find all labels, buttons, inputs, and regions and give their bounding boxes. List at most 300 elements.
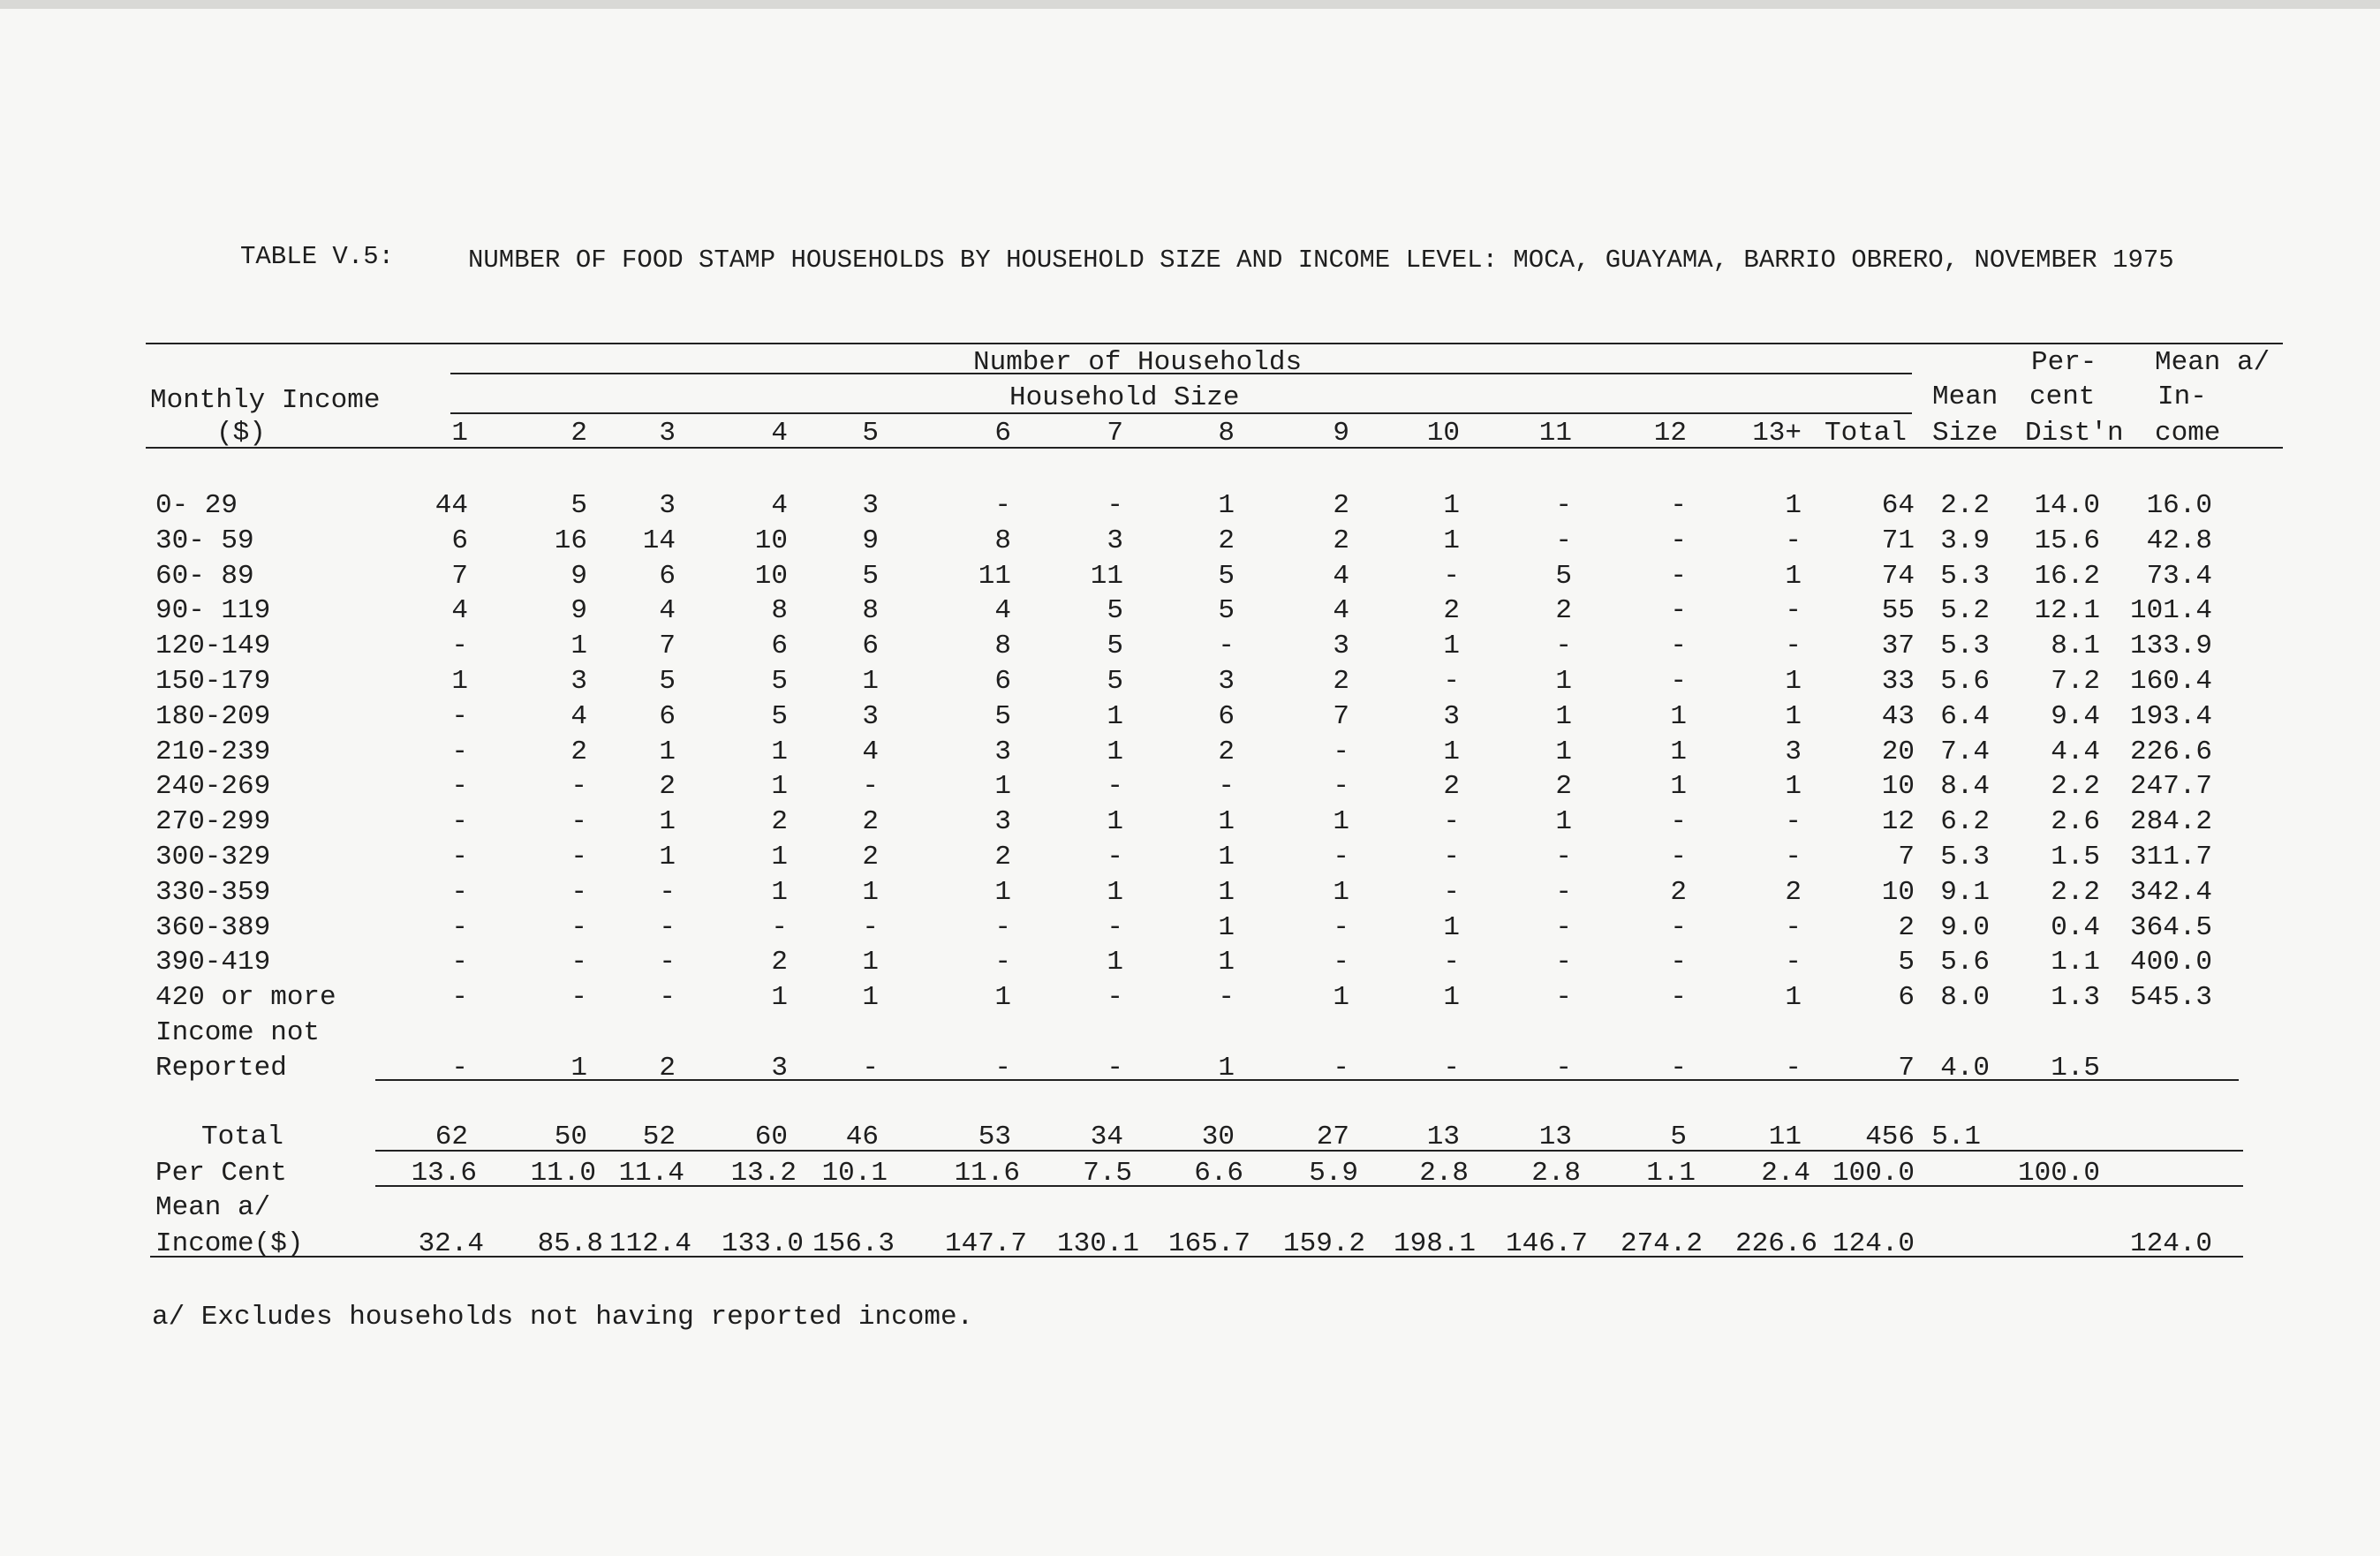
table-cell: 1 [862,877,879,908]
table-cell: 2 [1333,525,1349,556]
table-cell: 1 [1443,490,1460,521]
percent-cell: 1.1 [1646,1158,1696,1189]
table-cell: - [1670,842,1687,872]
row-label: Income not [155,1017,321,1048]
mean-income-cell: 226.6 [1734,1228,1817,1259]
row-mean-income-cell: 311.7 [2129,842,2212,872]
table-cell: - [1443,877,1460,908]
table-cell: 4 [659,595,676,626]
table-cell: 5 [1107,631,1123,661]
row-mean-size-cell: 6.2 [1940,806,1990,837]
table-cell: 5 [771,701,788,732]
percent-cell: 11.6 [954,1158,1020,1189]
table-cell: 1 [1107,736,1123,767]
row-mean-size-cell: 5.6 [1940,947,1990,978]
total-cell: 62 [434,1122,468,1152]
table-cell: - [570,806,587,837]
row-mean-income-cell: 342.4 [2129,877,2212,908]
row-percent-cell: 4.4 [2051,736,2100,767]
table-cell: - [1443,561,1460,592]
table-cell: 3 [570,666,587,697]
table-cell: - [1785,595,1802,626]
header-mean-1: Mean [1932,381,1998,412]
row-total-cell: 7 [1898,842,1915,872]
row-mean-size-cell: 5.2 [1940,595,1990,626]
table-cell: 6 [451,525,468,556]
row-percent-cell: 15.6 [2034,525,2100,556]
table-cell: - [994,1053,1011,1084]
table-cell: - [1670,631,1687,661]
table-cell: 10 [754,561,788,592]
table-cell: - [1107,842,1123,872]
table-cell: - [1670,982,1687,1013]
total-cell: 34 [1090,1122,1123,1152]
table-cell: - [1670,595,1687,626]
mean-income-cell: 146.7 [1505,1228,1588,1259]
table-cell: 1 [1785,701,1802,732]
table-cell: - [1107,771,1123,802]
percent-cell: 2.4 [1761,1158,1810,1189]
table-cell: - [1107,490,1123,521]
table-cell: 6 [862,631,879,661]
row-mean-income-cell: 42.8 [2146,525,2212,556]
table-cell: - [451,701,468,732]
table-cell: - [1785,947,1802,978]
table-cell: - [1555,982,1572,1013]
table-cell: 2 [1443,595,1460,626]
row-percent-cell: 0.4 [2051,912,2100,943]
table-cell: 1 [1218,1053,1235,1084]
table-cell: 4 [771,490,788,521]
row-total-cell: 43 [1881,701,1915,732]
table-cell: 3 [659,490,676,521]
row-mean-size-cell: 8.0 [1940,982,1990,1013]
row-total-cell: 74 [1881,561,1915,592]
table-cell: - [1785,1053,1802,1084]
table-cell: 1 [771,982,788,1013]
table-cell: 1 [659,806,676,837]
table-cell: - [1218,771,1235,802]
size-column-header: 2 [570,418,587,449]
table-cell: 5 [1107,666,1123,697]
table-cell: 6 [659,561,676,592]
table-cell: - [451,912,468,943]
header-percent-1: Per- [2031,347,2097,378]
total-cell: 30 [1201,1122,1235,1152]
table-cell: 1 [1785,982,1802,1013]
row-total-cell: 6 [1898,982,1915,1013]
table-cell: 3 [994,736,1011,767]
table-cell: - [1555,842,1572,872]
mean-income-row-label: Income($) [155,1228,304,1259]
table-cell: 1 [994,982,1011,1013]
table-cell: 1 [570,631,587,661]
table-cell: 1 [1107,947,1123,978]
row-mean-income-cell: 364.5 [2129,912,2212,943]
row-label: 150-179 [155,666,271,697]
table-cell: - [451,736,468,767]
footnote: a/ Excludes households not having reported income. [152,1302,974,1333]
grand-total-cell: 456 [1865,1122,1915,1152]
table-cell: 5 [994,701,1011,732]
total-mean-size-cell: 5.1 [1931,1122,1981,1152]
row-label: 420 or more [155,982,336,1013]
table-cell: 5 [1218,561,1235,592]
table-cell: - [994,490,1011,521]
percent-cell: 13.6 [411,1158,477,1189]
row-label: 360-389 [155,912,271,943]
table-cell: - [1785,842,1802,872]
row-mean-income-cell: 16.0 [2146,490,2212,521]
total-cell: 52 [642,1122,676,1152]
table-cell: 2 [1785,877,1802,908]
table-cell: - [451,806,468,837]
header-percent-2: cent [2029,381,2096,412]
table-cell: - [1670,806,1687,837]
mean-income-cell: 130.1 [1056,1228,1139,1259]
table-cell: 5 [1218,595,1235,626]
table-cell: 3 [1333,631,1349,661]
row-total-cell: 7 [1898,1053,1915,1084]
total-cell: 27 [1316,1122,1349,1152]
table-cell: 6 [659,701,676,732]
table-cell: 1 [1218,912,1235,943]
row-mean-size-cell: 5.3 [1940,631,1990,661]
total-cell: 60 [754,1122,788,1152]
table-number: TABLE V.5: [240,242,395,271]
table-cell: - [1555,490,1572,521]
table-cell: 9 [570,595,587,626]
row-total-cell: 10 [1881,771,1915,802]
table-cell: - [451,1053,468,1084]
row-percent-cell: 2.2 [2051,771,2100,802]
table-cell: - [570,771,587,802]
table-cell: 1 [1218,947,1235,978]
table-cell: 1 [1107,877,1123,908]
table-cell: - [1333,947,1349,978]
table-cell: 2 [1555,595,1572,626]
header-number-of-households: Number of Households [973,347,1303,378]
table-cell: - [570,842,587,872]
table-cell: 1 [1555,736,1572,767]
table-cell: 11 [978,561,1011,592]
table-cell: 2 [1218,736,1235,767]
table-cell: 1 [1670,701,1687,732]
table-cell: 1 [862,947,879,978]
table-cell: 2 [659,771,676,802]
row-mean-income-cell: 133.9 [2129,631,2212,661]
mean-income-cell: 112.4 [608,1228,691,1259]
row-mean-size-cell: 5.6 [1940,666,1990,697]
table-cell: 8 [771,595,788,626]
table-cell: 7 [659,631,676,661]
table-cell: 1 [1785,666,1802,697]
table-cell: 4 [1333,595,1349,626]
table-cell: 1 [1670,771,1687,802]
table-cell: 4 [451,595,468,626]
percent-cell: 2.8 [1531,1158,1581,1189]
table-cell: 2 [1333,666,1349,697]
row-percent-cell: 9.4 [2051,701,2100,732]
mean-income-cell: 156.3 [812,1228,895,1259]
table-cell: 1 [1218,842,1235,872]
table-cell: 8 [994,525,1011,556]
table-cell: - [1555,947,1572,978]
row-percent-cell: 16.2 [2034,561,2100,592]
table-cell: - [1670,947,1687,978]
row-percent-cell: 8.1 [2051,631,2100,661]
table-cell: - [1333,842,1349,872]
size-column-header: 11 [1538,418,1572,449]
mean-income-total-cell: 124.0 [1832,1228,1915,1259]
mean-income-cell: 274.2 [1620,1228,1703,1259]
table-cell: 1 [1443,525,1460,556]
table-cell: 2 [1333,490,1349,521]
table-cell: 1 [1333,982,1349,1013]
row-total-cell: 37 [1881,631,1915,661]
table-cell: 1 [1785,490,1802,521]
table-cell: 1 [862,982,879,1013]
header-monthly-income-unit: ($) [216,418,266,449]
total-cell: 5 [1670,1122,1687,1152]
table-cell: - [1443,806,1460,837]
header-monthly-income: Monthly Income [150,385,381,416]
row-mean-size-cell: 3.9 [1940,525,1990,556]
size-column-header: 12 [1653,418,1687,449]
table-cell: 10 [754,525,788,556]
row-label: 330-359 [155,877,271,908]
table-cell: 1 [451,666,468,697]
size-column-header: 1 [451,418,468,449]
table-cell: 1 [994,877,1011,908]
table-cell: 2 [570,736,587,767]
row-mean-income-cell: 193.4 [2129,701,2212,732]
total-cell: 13 [1538,1122,1572,1152]
row-mean-size-cell: 2.2 [1940,490,1990,521]
header-mean-income-2: In- [2157,381,2207,412]
percent-cell: 11.0 [530,1158,596,1189]
percent-cell: 5.9 [1309,1158,1358,1189]
row-total-cell: 33 [1881,666,1915,697]
table-cell: - [1555,1053,1572,1084]
table-cell: 1 [659,842,676,872]
table-cell: - [659,912,676,943]
table-cell: - [1333,912,1349,943]
row-label: 30- 59 [155,525,254,556]
row-mean-income-cell: 284.2 [2129,806,2212,837]
table-cell: - [451,877,468,908]
row-mean-size-cell: 6.4 [1940,701,1990,732]
row-mean-income-cell: 73.4 [2146,561,2212,592]
row-percent-cell: 2.2 [2051,877,2100,908]
table-cell: - [994,947,1011,978]
table-cell: 6 [994,666,1011,697]
row-mean-income-cell: 101.4 [2129,595,2212,626]
table-cell: 3 [771,1053,788,1084]
row-mean-size-cell: 8.4 [1940,771,1990,802]
row-label: 180-209 [155,701,271,732]
mean-income-cell: 165.7 [1167,1228,1250,1259]
total-cell: 11 [1768,1122,1802,1152]
table-cell: 3 [1218,666,1235,697]
table-cell: 2 [862,806,879,837]
row-label: 120-149 [155,631,271,661]
table-cell: - [1785,631,1802,661]
row-percent-cell: 14.0 [2034,490,2100,521]
table-cell: - [1555,631,1572,661]
header-household-size: Household Size [1009,382,1240,413]
table-cell: 9 [570,561,587,592]
top-rule [146,343,2283,344]
table-cell: 3 [862,701,879,732]
table-cell: 8 [862,595,879,626]
row-total-cell: 55 [1881,595,1915,626]
table-cell: 1 [1107,701,1123,732]
table-cell: - [1443,666,1460,697]
table-cell: - [1670,912,1687,943]
table-cell: - [659,982,676,1013]
row-label: 90- 119 [155,595,271,626]
table-cell: 2 [994,842,1011,872]
table-cell: 1 [1785,561,1802,592]
table-cell: 2 [1555,771,1572,802]
table-cell: 2 [1670,877,1687,908]
row-label: 240-269 [155,771,271,802]
table-cell: - [1218,982,1235,1013]
table-cell: 1 [1555,701,1572,732]
table-cell: 1 [1333,877,1349,908]
table-cell: - [1218,631,1235,661]
table-cell: - [862,1053,879,1084]
table-cell: - [570,982,587,1013]
table-cell: 4 [570,701,587,732]
row-label: 210-239 [155,736,271,767]
percent-cell: 6.6 [1194,1158,1243,1189]
table-cell: - [771,912,788,943]
table-cell: 5 [659,666,676,697]
size-column-header: 9 [1333,418,1349,449]
table-cell: 2 [862,842,879,872]
row-percent-cell: 1.1 [2051,947,2100,978]
table-cell: 3 [1107,525,1123,556]
table-cell: - [1785,525,1802,556]
table-cell: 1 [1443,982,1460,1013]
table-cell: 2 [771,947,788,978]
table-cell: 1 [1555,806,1572,837]
table-cell: - [451,631,468,661]
table-cell: 11 [1090,561,1123,592]
percent-total-cell: 100.0 [1832,1158,1915,1189]
table-title: NUMBER OF FOOD STAMP HOUSEHOLDS BY HOUSEHOLD SIZE AND INCOME LEVEL: MOCA, GUAYAMA, BARRIO OBRERO, NOVEMBER 1975 [468,245,2174,275]
table-cell: 3 [862,490,879,521]
row-mean-income-cell: 545.3 [2129,982,2212,1013]
row-label: 390-419 [155,947,271,978]
table-cell: 6 [1218,701,1235,732]
table-cell: 4 [1333,561,1349,592]
total-cell: 13 [1426,1122,1460,1152]
size-column-header: 13+ [1752,418,1802,449]
table-cell: - [1107,982,1123,1013]
table-cell: 8 [994,631,1011,661]
row-percent-cell: 1.5 [2051,842,2100,872]
table-cell: - [862,912,879,943]
table-cell: - [1443,947,1460,978]
row-percent-cell: 2.6 [2051,806,2100,837]
table-cell: - [451,842,468,872]
row-label: Reported [155,1053,287,1084]
table-cell: 5 [1555,561,1572,592]
total-row-label: Total [201,1122,284,1152]
header-percent-3: Dist'n [2025,418,2124,449]
row-total-cell: 20 [1881,736,1915,767]
table-cell: 5 [862,561,879,592]
table-cell: 1 [1555,666,1572,697]
row-total-cell: 2 [1898,912,1915,943]
header-mean-income-3: come [2155,418,2221,449]
header-total: Total [1825,418,1908,449]
table-cell: - [1670,561,1687,592]
table-cell: - [1333,736,1349,767]
percent-row-label: Per Cent [155,1158,287,1189]
table-cell: 44 [434,490,468,521]
table-cell: - [451,947,468,978]
table-cell: - [570,912,587,943]
row-label: 0- 29 [155,490,238,521]
percent-cell: 7.5 [1083,1158,1132,1189]
row-percent-cell: 12.1 [2034,595,2100,626]
row-mean-size-cell: 7.4 [1940,736,1990,767]
table-cell: - [1670,490,1687,521]
row-total-cell: 12 [1881,806,1915,837]
percent-cell: 2.8 [1419,1158,1469,1189]
table-cell: - [1555,877,1572,908]
table-cell: 1 [570,1053,587,1084]
table-cell: 2 [1218,525,1235,556]
size-column-header: 4 [771,418,788,449]
size-column-header: 6 [994,418,1011,449]
total-cell: 50 [554,1122,587,1152]
row-percent-cell: 1.3 [2051,982,2100,1013]
table-cell: 2 [659,1053,676,1084]
row-percent-cell: 7.2 [2051,666,2100,697]
table-cell: - [1333,771,1349,802]
table-cell: 5 [570,490,587,521]
mean-income-cell: 133.0 [721,1228,804,1259]
table-cell: - [659,947,676,978]
percent-dist-cell: 100.0 [2017,1158,2100,1189]
mean-income-cell: 198.1 [1393,1228,1476,1259]
table-cell: - [1107,912,1123,943]
table-cell: 16 [554,525,587,556]
row-mean-size-cell: 5.3 [1940,842,1990,872]
table-cell: 1 [771,877,788,908]
size-column-header: 3 [659,418,676,449]
row-mean-income-cell: 400.0 [2129,947,2212,978]
table-cell: 2 [1443,771,1460,802]
row-mean-size-cell: 9.1 [1940,877,1990,908]
table-cell: 5 [1107,595,1123,626]
table-cell: - [1670,525,1687,556]
total-cell: 53 [978,1122,1011,1152]
table-cell: 1 [1443,736,1460,767]
row-label: 270-299 [155,806,271,837]
row-mean-income-cell: 247.7 [2129,771,2212,802]
table-cell: 3 [1785,736,1802,767]
table-cell: 4 [862,736,879,767]
row-mean-size-cell: 5.3 [1940,561,1990,592]
mean-income-cell: 32.4 [418,1228,484,1259]
scan-edge [0,0,2380,9]
